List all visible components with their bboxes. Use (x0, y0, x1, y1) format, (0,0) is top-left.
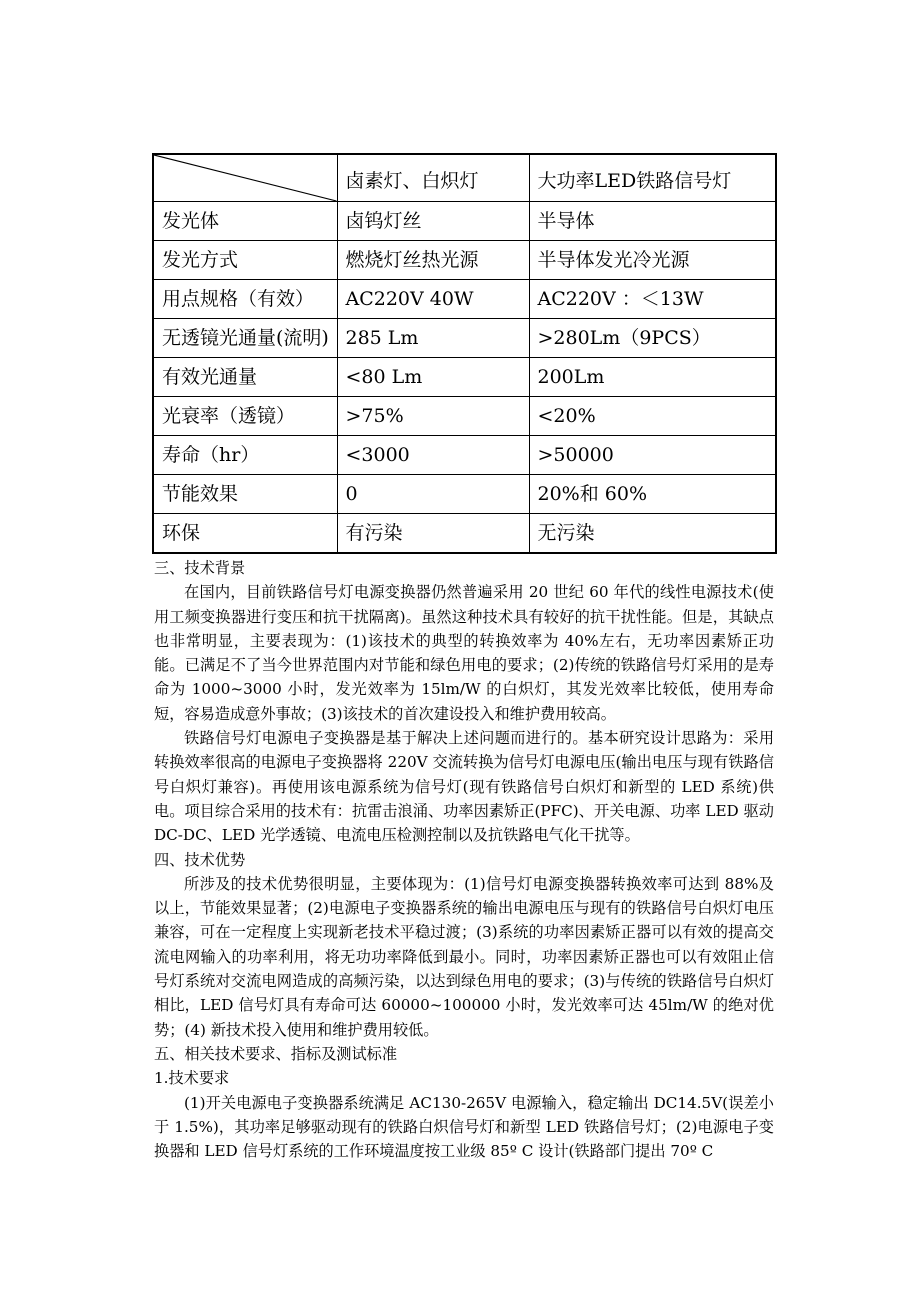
halogen-value: 卤钨灯丝 (337, 202, 529, 241)
table-row (153, 280, 776, 319)
halogen-value: 285 Lm (337, 319, 529, 358)
body-text (154, 556, 774, 1163)
halogen-value: 有污染 (337, 514, 529, 554)
halogen-value: AC220V 40W (337, 280, 529, 319)
row-label: 寿命（hr） (153, 436, 337, 475)
table-header-row (153, 154, 776, 202)
led-value: >50000 (529, 436, 776, 475)
halogen-value: 燃烧灯丝热光源 (337, 241, 529, 280)
led-value: >280Lm（9PCS） (529, 319, 776, 358)
subsection-heading-tech-requirements: 1.技术要求 (154, 1069, 230, 1088)
halogen-value: >75% (337, 397, 529, 436)
table-row (153, 241, 776, 280)
led-value: 无污染 (529, 514, 776, 554)
led-value: 20%和 60% (529, 475, 776, 514)
diagonal-header-cell (153, 154, 337, 202)
row-label: 用点规格（有效） (153, 280, 337, 319)
halogen-value: <3000 (337, 436, 529, 475)
led-value: 半导体 (529, 202, 776, 241)
comparison-table (152, 153, 777, 554)
paragraph-advantages: 所涉及的技术优势很明显，主要体现为：(1)信号灯电源变换器转换效率可达到 88%及以上，节能效果显著；(2)电源电子变换器系统的输出电源电压与现有的铁路信号白炽灯电压兼容，可在一定程度上实现新老技术平稳过渡；(3)系统的功率因素矫正器可以有效的提高交流电网输入的功率利用，将无功功率降低到最小。同时，功率因素矫正器也可以有效阻止信号灯系统对交流电网造成的高频污染，以达到绿色用电的要求；(3)与传统的铁路信号白炽灯相比，LED 信号灯具有寿命可达 60000~100000 小时，发光效率可达 45lm/W 的绝对优势；(4) 新技术投入使用和维护费用较低。 (154, 874, 774, 1039)
row-label: 发光方式 (153, 241, 337, 280)
led-value: <20% (529, 397, 776, 436)
paragraph-background-1: 在国内，目前铁路信号灯电源变换器仍然普遍采用 20 世纪 60 年代的线性电源技术(使用工频变换器进行变压和抗干扰隔离)。虽然这种技术具有较好的抗干扰性能。但是，其缺点也非常明显，主要表现为：(1)该技术的典型的转换效率为 40%左右，无功率因素矫正功能。已满足不了当今世界范围内对节能和绿色用电的要求；(2)传统的铁路信号灯采用的是寿命为 1000~3000 小时，发光效率为 15lm/W 的白炽灯，其发光效率比较低，使用寿命短，容易造成意外事故；(3)该技术的首次建设投入和维护费用较高。 (154, 583, 774, 723)
section-heading-background: 三、技术背景 (154, 559, 246, 577)
section-heading-advantages: 四、技术优势 (154, 850, 246, 869)
led-value: 200Lm (529, 358, 776, 397)
table-row (153, 397, 776, 436)
column-header-halogen: 卤素灯、白炽灯 (337, 154, 529, 202)
table-row (153, 358, 776, 397)
paragraph-background-2: 铁路信号灯电源电子变换器是基于解决上述问题而进行的。基本研究设计思路为：采用转换效率很高的电源电子变换器将 220V 交流转换为信号灯电源电压(输出电压与现有铁路信号白炽灯兼容)。再使用该电源系统为信号灯(现有铁路信号白炽灯和新型的 LED 系统)供电。项目综合采用的技术有：抗雷击浪涌、功率因素矫正(PFC)、开关电源、功率 LED 驱动 DC-DC、LED 光学透镜、电流电压检测控制以及抗铁路电气化干扰等。 (154, 729, 774, 845)
paragraph-requirements: (1)开关电源电子变换器系统满足 AC130-265V 电源输入，稳定输出 DC14.5V(误差小于 1.5%)，其功率足够驱动现有的铁路白炽信号灯和新型 LED 铁路信号灯；(2)电源电子变换器和 LED 信号灯系统的工作环境温度按工业级 85º C 设计(铁路部门提出 70º C (154, 1093, 774, 1161)
table-row (153, 319, 776, 358)
table-row (153, 475, 776, 514)
table-row (153, 514, 776, 554)
row-label: 环保 (153, 514, 337, 554)
section-heading-requirements: 五、相关技术要求、指标及测试标准 (154, 1044, 397, 1063)
row-label: 有效光通量 (153, 358, 337, 397)
column-header-led: 大功率LED铁路信号灯 (529, 154, 776, 202)
row-label: 光衰率（透镜） (153, 397, 337, 436)
led-value: AC220V ：＜13W (529, 280, 776, 319)
row-label: 节能效果 (153, 475, 337, 514)
table-row (153, 436, 776, 475)
row-label: 无透镜光通量(流明) (153, 319, 337, 358)
halogen-value: <80 Lm (337, 358, 529, 397)
led-value: 半导体发光冷光源 (529, 241, 776, 280)
diagonal-line-icon (154, 155, 337, 201)
row-label: 发光体 (153, 202, 337, 241)
halogen-value: 0 (337, 475, 529, 514)
table-row (153, 202, 776, 241)
